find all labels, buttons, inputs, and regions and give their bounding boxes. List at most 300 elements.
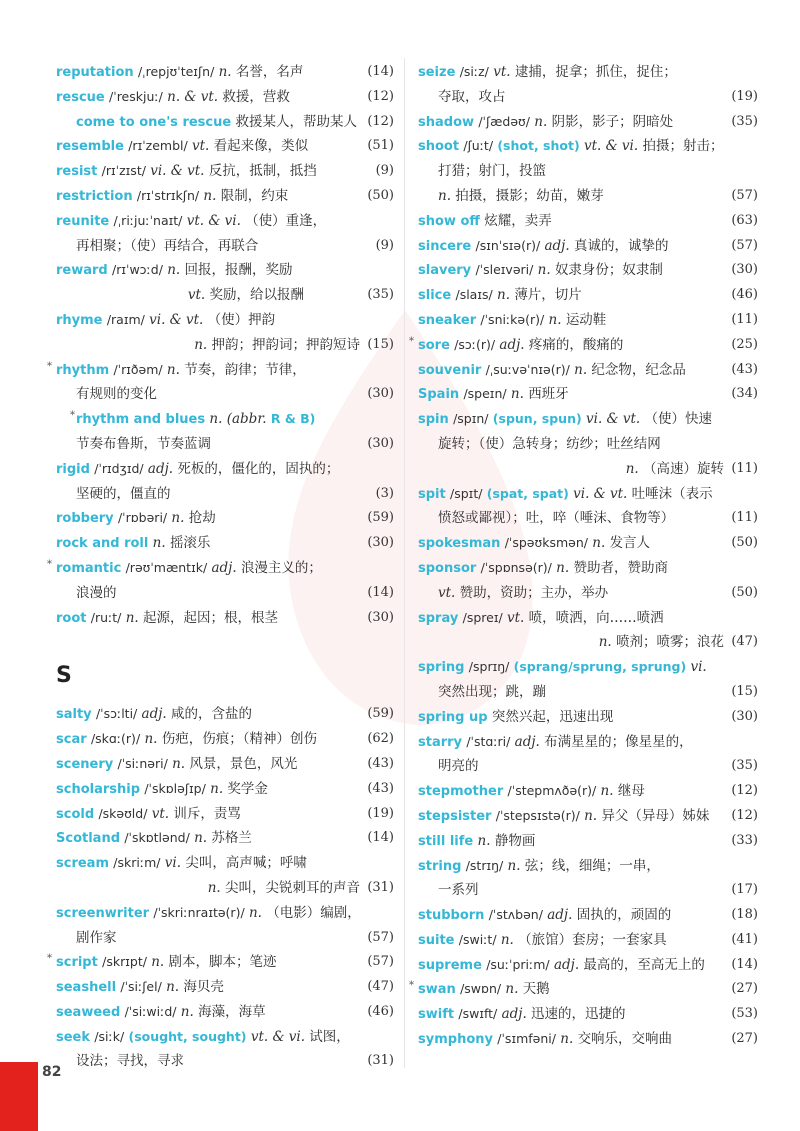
verb-forms: (sought, sought)	[128, 1028, 247, 1044]
page-ref: (19)	[367, 805, 394, 821]
page-ref: (19)	[731, 88, 758, 104]
part-of-speech: n.	[210, 780, 224, 797]
entry-rhythm-and-blues	[56, 407, 396, 457]
verb-forms: (shot, shot)	[497, 138, 580, 154]
phonetic: /ˈsniːkə(r)/	[480, 311, 545, 327]
definition: （电影）编剧，	[266, 904, 361, 921]
page-ref: (41)	[731, 931, 758, 947]
entry-robbery	[56, 506, 396, 531]
page-ref: (43)	[367, 755, 394, 771]
definition: 咸的，含盐的	[171, 706, 253, 723]
entry-restriction	[56, 184, 396, 209]
entry-root	[56, 606, 396, 631]
part-of-speech: vi.	[164, 855, 182, 872]
headword: reward	[56, 263, 108, 279]
phonetic: /rɪˈzembl/	[128, 138, 188, 154]
part-of-speech: n.	[500, 931, 514, 948]
definition: 浪漫主义的；	[240, 559, 322, 576]
headword: reputation	[56, 65, 134, 80]
page-ref: (25)	[731, 336, 758, 352]
headword: souvenir	[418, 362, 482, 378]
part-of-speech: adj.	[141, 706, 167, 723]
entry-resist	[56, 159, 396, 184]
part-of-speech: adj.	[499, 336, 525, 353]
page-ref: (57)	[731, 237, 758, 253]
phonetic: /spreɪ/	[462, 609, 503, 625]
part-of-speech: vt.	[192, 138, 210, 155]
part-of-speech: n.	[209, 411, 223, 428]
headword: seashell	[56, 980, 117, 996]
entry-souvenir	[418, 358, 760, 383]
headword: screenwriter	[56, 905, 150, 921]
headword: swan	[418, 982, 456, 998]
page-ref: (9)	[375, 237, 394, 253]
definition: 风景，景色，风光	[189, 755, 298, 772]
part-of-speech: n.	[203, 187, 217, 204]
part-of-speech: vi. & vt.	[150, 163, 205, 180]
entry-string	[418, 854, 760, 904]
part-of-speech: adj.	[547, 907, 573, 924]
phonetic: /rəʊˈmæntɪk/	[125, 559, 208, 575]
page-ref: (46)	[731, 287, 758, 303]
definition: 拍摄；射击；	[642, 138, 724, 155]
page-ref: (59)	[367, 510, 394, 526]
part-of-speech: n.	[144, 731, 158, 748]
headword: rescue	[56, 89, 105, 105]
headword: slavery	[418, 263, 472, 279]
definition-continued: 设法；寻找，寻求	[76, 1053, 184, 1070]
headword: supreme	[418, 957, 482, 973]
headword: robbery	[56, 511, 114, 527]
phonetic: /ˈsiːnəri/	[117, 755, 168, 771]
headword: Scotland	[56, 831, 121, 847]
phonetic: /ˈskɒtlənd/	[124, 830, 190, 846]
definition-continued: 打猎；射门，投篮	[438, 163, 546, 180]
entry-seashell	[56, 975, 396, 1000]
page-ref: (12)	[731, 783, 758, 799]
headword: Spain	[418, 387, 460, 403]
page-ref: (15)	[367, 336, 394, 352]
definition: 迅速的，迅捷的	[531, 1006, 626, 1023]
definition: 名誉，名声	[235, 64, 304, 80]
definition: 苏格兰	[211, 830, 252, 847]
headword: scold	[56, 806, 95, 822]
star-marker: *	[70, 410, 75, 422]
headword: shoot	[418, 139, 460, 155]
entry-sincere	[418, 234, 760, 259]
part-of-speech: adj.	[544, 237, 570, 254]
part-of-speech: n.	[574, 361, 588, 378]
headword: symphony	[418, 1032, 493, 1048]
part-of-speech: n.	[625, 460, 639, 477]
page-ref: (33)	[731, 832, 758, 848]
definition: （使）押韵	[207, 311, 276, 328]
definition: （使）重逢，	[245, 212, 327, 229]
phonetic: /ˈspɒnsə(r)/	[480, 559, 552, 575]
phonetic: /rɪˈwɔːd/	[112, 262, 163, 278]
phonetic: /ˈʃædəʊ/	[478, 113, 530, 129]
headword: seaweed	[56, 1004, 121, 1020]
definition: 回报，报酬，奖励	[184, 262, 293, 279]
phonetic: /ˈskɒləʃɪp/	[144, 780, 206, 796]
headword: sore	[418, 337, 450, 353]
page-ref: (57)	[731, 187, 758, 203]
page-ref: (30)	[731, 708, 758, 724]
definition: 死板的，僵化的，固执的；	[177, 460, 340, 477]
entry-rock-and-roll	[56, 531, 396, 556]
entry-spokesman	[418, 531, 760, 556]
phonetic: /ˈrɒbəri/	[117, 510, 168, 526]
entry-symphony	[418, 1027, 760, 1052]
definition-continued: 有规则的变化	[76, 386, 157, 403]
definition: 赞助者，赞助商	[573, 559, 668, 576]
part-of-speech: n.	[598, 634, 612, 651]
phonetic: /siːz/	[459, 64, 489, 79]
entry-show-off	[418, 209, 760, 234]
part-of-speech: n.	[584, 807, 598, 824]
entry-script	[47, 950, 396, 975]
page-ref: (57)	[367, 929, 394, 945]
definition: 训斥，责骂	[173, 805, 241, 822]
part-of-speech: vi. & vt.	[149, 311, 204, 328]
entry-seize	[418, 60, 760, 110]
headword: sponsor	[418, 560, 477, 576]
page-ref: (35)	[367, 287, 394, 303]
definition-continued: 剧作家	[76, 929, 117, 946]
entry-spring-up	[418, 705, 760, 730]
part-of-speech: n. & vt.	[167, 88, 219, 105]
page-ref: (43)	[731, 361, 758, 377]
phonetic: /rɪˈzɪst/	[101, 163, 146, 179]
headword: rock and roll	[56, 536, 149, 552]
part-of-speech: adj.	[553, 956, 580, 973]
headword: come to one's rescue	[76, 114, 232, 130]
definition: 静物画	[494, 832, 536, 849]
entry-sponsor	[418, 556, 760, 606]
definition-continued: 拍摄，摄影；幼苗，嫩芽	[455, 187, 604, 204]
phonetic: /ˌriːjuːˈnaɪt/	[113, 212, 183, 228]
page-ref: (59)	[367, 706, 394, 722]
part-of-speech: n.	[218, 64, 232, 80]
headword: seek	[56, 1029, 91, 1045]
page-ref: (11)	[731, 460, 758, 476]
part-of-speech: n.	[534, 113, 548, 130]
entry-reunite	[56, 209, 396, 259]
part-of-speech: n.	[194, 830, 208, 847]
part-of-speech: n.	[537, 262, 551, 279]
entry-swift	[418, 1002, 760, 1027]
part-of-speech: vt.	[438, 584, 456, 601]
definition: 尖叫，高声喊；呼啸	[185, 855, 307, 872]
definition: 继母	[617, 783, 645, 800]
entry-shoot	[418, 134, 760, 208]
entry-spain	[418, 382, 760, 407]
part-of-speech: n.	[125, 609, 139, 626]
headword: rhythm	[56, 362, 110, 378]
star-marker: *	[47, 953, 52, 965]
part-of-speech: n.	[166, 979, 180, 996]
definition-continued: 明亮的	[438, 758, 479, 775]
phonetic: /ˈsleɪvəri/	[475, 262, 534, 278]
headword: still life	[418, 833, 474, 849]
definition: 救援某人，帮助某人	[235, 113, 357, 130]
headword: swift	[418, 1007, 455, 1023]
definition: 摇滚乐	[169, 535, 211, 552]
entry-spring	[418, 655, 760, 705]
phonetic: /sɔː(r)/	[454, 336, 496, 352]
page-ref: (3)	[375, 485, 394, 501]
page-ref: (53)	[731, 1006, 758, 1022]
definition: 交响乐，交响曲	[577, 1031, 673, 1048]
entry-rhyme	[56, 308, 396, 358]
definition-continued: 旋转；（使）急转身；纺纱；吐丝结网	[438, 435, 661, 452]
page-ref: (50)	[731, 584, 758, 600]
phonetic: /ˈstepmʌðə(r)/	[507, 783, 597, 799]
entry-suite	[418, 928, 760, 953]
phonetic: /raɪm/	[106, 311, 145, 327]
headword: string	[418, 858, 462, 874]
definition-continued: 坚硬的，僵直的	[76, 485, 171, 502]
page-ref: (14)	[367, 830, 394, 846]
entry-stepmother	[418, 779, 760, 804]
headword: slice	[418, 288, 452, 304]
entry-sore	[409, 333, 760, 358]
page-ref: (31)	[367, 1053, 394, 1069]
phonetic: /siːk/	[94, 1028, 125, 1044]
definition: 阴影，影子；阴暗处	[551, 113, 674, 130]
page-ref: (50)	[731, 535, 758, 551]
page-ref: (9)	[375, 163, 394, 179]
phonetic: /ˈstepsɪstə(r)/	[495, 807, 580, 823]
definition: 抢劫	[188, 510, 216, 527]
headword: scream	[56, 856, 109, 872]
part-of-speech: n.	[248, 904, 262, 921]
definition-continued: 尖叫，尖锐刺耳的声音	[225, 879, 360, 896]
abbreviation-label: (abbr.	[226, 411, 267, 428]
page-ref: (17)	[731, 882, 758, 898]
part-of-speech: adj.	[147, 460, 174, 477]
section-heading: S	[56, 663, 72, 689]
definition-continued: 押韵；押韵词；押韵短诗	[211, 336, 360, 353]
star-marker: *	[47, 360, 52, 372]
phonetic: /slaɪs/	[455, 287, 493, 303]
part-of-speech: n.	[507, 857, 521, 874]
entry-rhythm	[47, 358, 396, 408]
part-of-speech: vt. & vi.	[186, 212, 241, 229]
entry-slice	[418, 283, 760, 308]
abbreviation: R & B)	[270, 411, 316, 427]
definition: 西班牙	[528, 386, 569, 403]
phonetic: /ˈrɪdʒɪd/	[94, 460, 144, 476]
headword: romantic	[56, 560, 122, 576]
part-of-speech: n.	[207, 879, 221, 896]
phonetic: /skəʊld/	[98, 805, 148, 821]
page-ref: (11)	[731, 311, 758, 327]
entry-romantic	[47, 556, 396, 606]
page-ref: (30)	[367, 609, 394, 625]
headword: stepmother	[418, 784, 504, 800]
entry-sneaker	[418, 308, 760, 333]
definition-continued: （高速）旋转	[643, 460, 724, 477]
part-of-speech: n.	[194, 336, 208, 353]
phonetic: /swɒn/	[460, 981, 502, 997]
verb-forms: (spun, spun)	[492, 411, 582, 427]
part-of-speech: n.	[548, 311, 562, 328]
part-of-speech: n.	[152, 535, 166, 552]
page-ref: (15)	[731, 683, 758, 699]
headword: root	[56, 610, 87, 626]
left-column	[47, 60, 396, 1074]
entry-stepsister	[418, 804, 760, 829]
phonetic: /ˈstʌbən/	[488, 907, 543, 923]
definition: 海藻，海草	[198, 1003, 266, 1020]
headword: spin	[418, 412, 449, 428]
definition-continued: 喷剂；喷雾；浪花	[616, 634, 724, 651]
entry-seaweed	[56, 1000, 396, 1025]
part-of-speech: n.	[600, 783, 614, 800]
headword: sincere	[418, 238, 472, 254]
star-marker: *	[409, 980, 414, 992]
definition: 奖学金	[227, 780, 268, 797]
phonetic: /skrɪpt/	[102, 954, 147, 970]
definition: 救援，营救	[222, 88, 290, 105]
phonetic: /ˌsuːvəˈnɪə(r)/	[485, 361, 570, 377]
definition-continued: 愤怒或鄙视）；吐，啐（唾沫、食物等）	[438, 510, 675, 527]
part-of-speech: vi.	[690, 659, 707, 676]
page-ref: (12)	[367, 113, 394, 129]
definition-continued: 再相聚；（使）再结合，再联合	[76, 237, 259, 254]
headword: spokesman	[418, 536, 501, 552]
definition: 最高的，至高无上的	[583, 956, 705, 973]
headword: seize	[418, 65, 456, 80]
definition: 薄片，切片	[514, 287, 582, 304]
definition: 奴隶身份；奴隶制	[554, 262, 663, 279]
page-ref: (57)	[367, 954, 394, 970]
definition: 炫耀，卖弄	[484, 212, 552, 229]
page-ref: (35)	[731, 113, 758, 129]
page-ref: (12)	[367, 88, 394, 104]
definition-continued: 夺取，攻占	[438, 88, 506, 105]
entry-salty	[56, 702, 396, 727]
headword: show off	[418, 213, 480, 229]
star-marker: *	[409, 335, 414, 347]
entry-rescue	[56, 85, 396, 110]
headword: scar	[56, 732, 87, 748]
phonetic: /swiːt/	[458, 931, 497, 947]
entry-spray	[418, 606, 760, 656]
definition: 突然出现；跳，蹦	[438, 683, 546, 700]
headword: spring	[418, 660, 465, 676]
definition: 逮捕，捉拿；抓住，捉住；	[514, 64, 677, 80]
headword: stubborn	[418, 908, 485, 924]
definition: 纪念物，纪念品	[591, 361, 686, 378]
part-of-speech: vt. & vi.	[250, 1028, 305, 1045]
phonetic: /speɪn/	[463, 386, 507, 402]
page-ref: (46)	[367, 1003, 394, 1019]
part-of-speech: n.	[560, 1031, 574, 1048]
definition: 吐唾沫（表示	[631, 485, 713, 502]
headword: script	[56, 955, 98, 971]
headword: starry	[418, 734, 463, 750]
definition: 剧本，脚本；笔迹	[168, 954, 277, 971]
phonetic: /sprɪŋ/	[468, 659, 510, 675]
part-of-speech: adj.	[514, 733, 540, 750]
verb-forms: (spat, spat)	[486, 485, 569, 501]
entry-scream	[56, 851, 396, 901]
entry-reward	[56, 258, 396, 308]
page-ref: (30)	[367, 386, 394, 402]
definition: 疼痛的，酸痛的	[528, 336, 624, 353]
right-column	[409, 60, 760, 1052]
entry-stubborn	[418, 903, 760, 928]
page-ref: (14)	[731, 956, 758, 972]
page-ref: (14)	[367, 64, 394, 79]
page-ref: (12)	[731, 807, 758, 823]
part-of-speech: n.	[477, 832, 491, 849]
definition: 真诚的，诚挚的	[573, 237, 669, 254]
page-ref: (30)	[367, 535, 394, 551]
page-ref: (31)	[367, 879, 394, 895]
entry-starry	[418, 730, 760, 780]
phonetic: /suːˈpriːm/	[486, 956, 550, 972]
page-ref: (63)	[731, 212, 758, 228]
headword: scholarship	[56, 781, 141, 797]
phonetic: /ˈsɔːlti/	[95, 706, 138, 722]
column-divider	[404, 58, 405, 1068]
part-of-speech: vi. & vt.	[573, 485, 628, 502]
headword: reunite	[56, 213, 110, 229]
part-of-speech: n.	[166, 361, 180, 378]
part-of-speech: vt.	[151, 805, 170, 822]
definition: 弦；线，细绳；一串，	[524, 857, 660, 874]
definition: 突然兴起，迅速出现	[491, 708, 614, 725]
phonetic: /ˈrɪðəm/	[113, 361, 163, 377]
phonetic: /ˈstɑːri/	[466, 733, 511, 749]
definition: 海贝壳	[183, 979, 224, 996]
definition: 节奏布鲁斯，节奏蓝调	[76, 435, 211, 452]
phonetic: /ˈsɪmfəni/	[497, 1031, 556, 1047]
phonetic: /skriːm/	[113, 855, 161, 871]
part-of-speech: n.	[180, 1003, 194, 1020]
page-ref: (30)	[367, 435, 394, 451]
definition: 发言人	[609, 535, 651, 552]
phonetic: /ˈreskjuː/	[109, 88, 163, 104]
page-ref: (43)	[367, 780, 394, 796]
page-ref: (27)	[731, 981, 758, 997]
phonetic: /skɑː(r)/	[90, 731, 141, 747]
headword: spring up	[418, 709, 488, 725]
definition-continued: 一系列	[438, 882, 479, 899]
entry-scenery	[56, 752, 396, 777]
page-ref: (11)	[731, 510, 758, 526]
headword: shadow	[418, 114, 475, 130]
part-of-speech: vt.	[506, 609, 525, 626]
entry-slavery	[418, 258, 760, 283]
entry-come-to-ones-rescue	[56, 110, 396, 135]
part-of-speech: n.	[167, 262, 181, 279]
phonetic: /ruːt/	[90, 609, 122, 625]
phonetic: /rɪˈstrɪkʃn/	[136, 187, 200, 203]
definition: 固执的，顽固的	[576, 907, 672, 924]
part-of-speech: vi. & vt.	[586, 411, 641, 428]
entry-spit	[418, 482, 760, 532]
headword: resist	[56, 164, 98, 180]
entry-scholarship	[56, 777, 396, 802]
headword: resemble	[56, 139, 124, 155]
definition: 试图，	[309, 1028, 350, 1045]
entry-screenwriter	[56, 901, 396, 951]
part-of-speech: vt.	[187, 287, 206, 304]
